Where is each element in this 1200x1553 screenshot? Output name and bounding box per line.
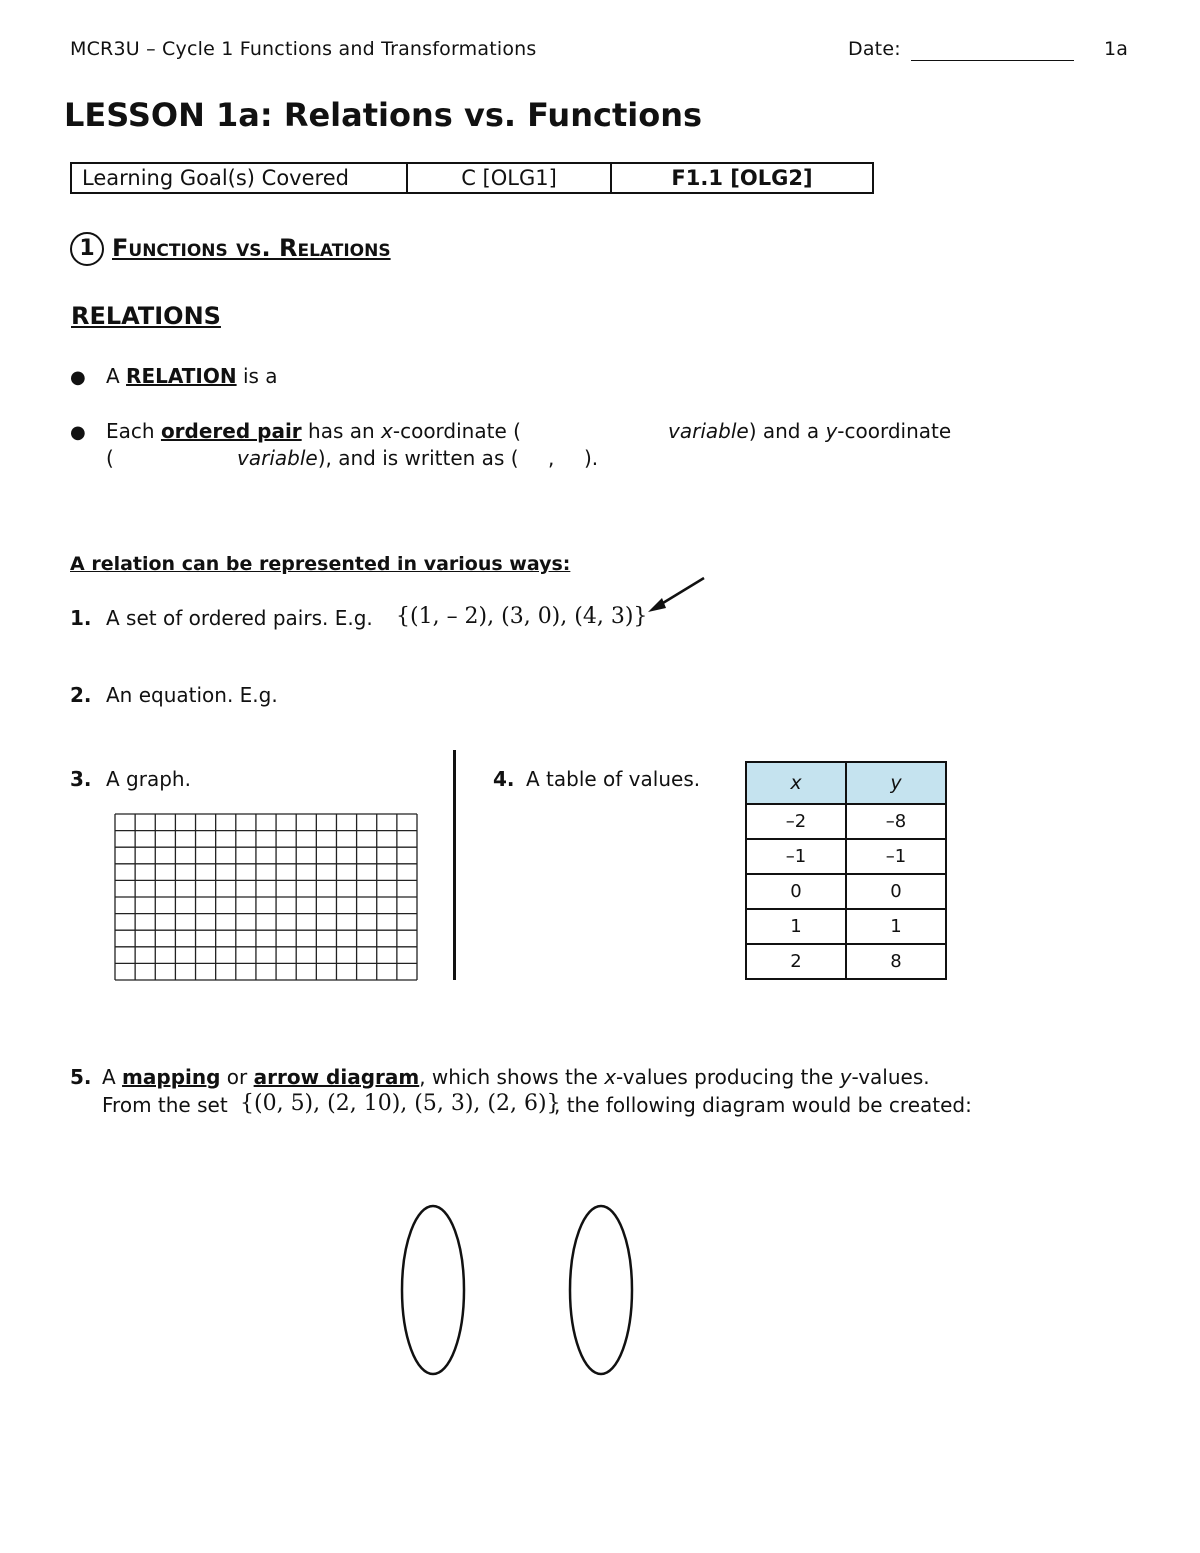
way2-number: 2. — [70, 683, 92, 707]
ordered-pair-term: ordered pair — [160, 419, 302, 443]
table-row: 1 1 — [746, 909, 946, 944]
way2-text: An equation. E.g. — [106, 683, 278, 707]
ordered-pair-line1: Each ordered pair has an x-coordinate ( — [106, 419, 521, 443]
way5-line1: A mapping or arrow diagram, which shows the x-values producing the y-values. — [102, 1065, 930, 1089]
page-code: 1a — [1104, 38, 1129, 60]
way3-text: A graph. — [106, 767, 191, 791]
ordered-pair-line2-open: ( — [106, 446, 114, 470]
learning-goals-table — [70, 162, 874, 194]
date-blank-line — [911, 60, 1074, 61]
way5-line2-a: From the set — [102, 1093, 228, 1117]
domain-oval — [402, 1206, 464, 1374]
table-row: –1 –1 — [746, 839, 946, 874]
way5-set: {(0, 5), (2, 10), (5, 3), (2, 6)} — [240, 1091, 561, 1116]
relation-term: RELATION — [126, 364, 237, 388]
way1-set: {(1, – 2), (3, 0), (4, 3)} — [396, 604, 648, 629]
ordered-pair-line2: variable), and is written as ( — [237, 446, 519, 470]
ordered-pair-line1b: variable) and a y-coordinate — [668, 419, 952, 443]
way3-number: 3. — [70, 767, 92, 791]
ordered-pair-close: ). — [584, 446, 599, 470]
goal-f11: F1.1 [OLG2] — [611, 163, 873, 193]
way4-text: A table of values. — [526, 767, 701, 791]
way5-number: 5. — [70, 1065, 92, 1089]
way1-number: 1. — [70, 606, 92, 630]
table-header-y: y — [846, 762, 946, 804]
goals-label: Learning Goal(s) Covered — [71, 163, 407, 193]
table-header-x: x — [746, 762, 846, 804]
table-row: 0 0 — [746, 874, 946, 909]
lesson-title: LESSON 1a: Relations vs. Functions — [64, 96, 703, 134]
section-heading — [70, 232, 391, 266]
relation-definition: A RELATION is a — [106, 364, 278, 388]
ways-heading: A relation can be represented in various ways: — [70, 553, 571, 575]
relations-heading: RELATIONS — [71, 302, 221, 330]
table-row: 2 8 — [746, 944, 946, 979]
way4-number: 4. — [493, 767, 515, 791]
section-title: Functions vs. Relations — [112, 234, 391, 262]
table-row: –2 –8 — [746, 804, 946, 839]
range-oval — [570, 1206, 632, 1374]
graph-grid — [113, 812, 419, 982]
way1-text: A set of ordered pairs. E.g. — [106, 606, 373, 630]
section-number-badge: 1 — [70, 232, 104, 266]
way5-line2-b: , the following diagram would be created: — [554, 1093, 972, 1117]
date-label: Date: — [848, 38, 901, 60]
mapping-diagram — [398, 1203, 638, 1379]
arrow-diagram-term: arrow diagram — [253, 1065, 420, 1089]
mapping-term: mapping — [122, 1065, 221, 1089]
ordered-pair-comma: , — [548, 446, 555, 470]
goal-c: C [OLG1] — [407, 163, 611, 193]
bullet-icon: ● — [70, 367, 86, 388]
column-divider — [453, 750, 456, 980]
bullet-icon: ● — [70, 422, 86, 443]
course-header: MCR3U – Cycle 1 Functions and Transformations — [70, 38, 537, 60]
table-of-values — [745, 761, 947, 980]
pointer-arrow-icon — [640, 572, 712, 618]
